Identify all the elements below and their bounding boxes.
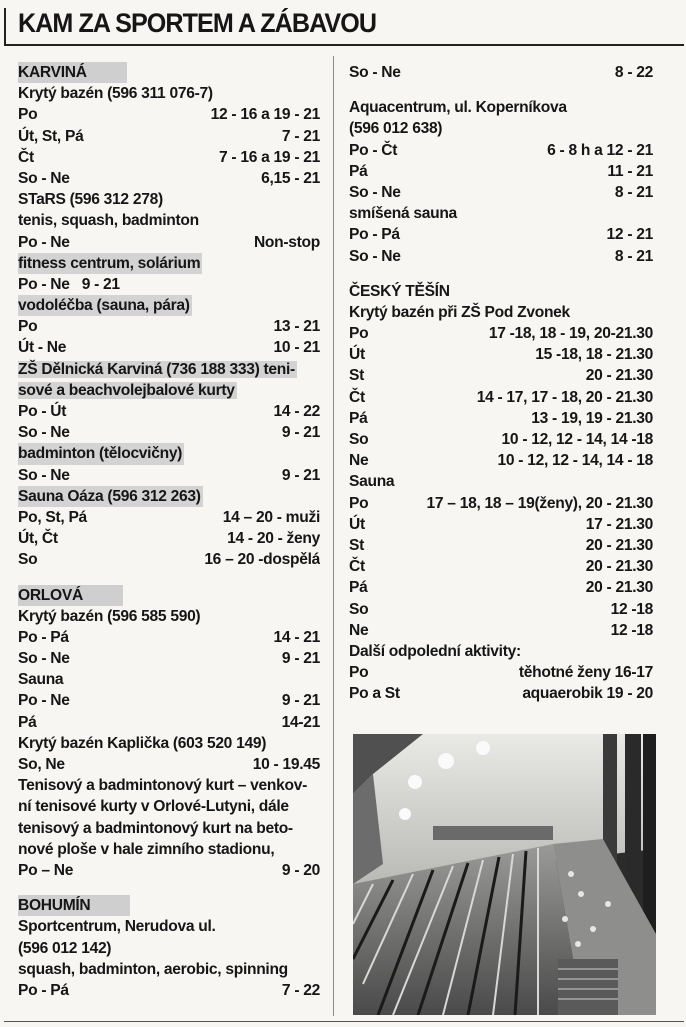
schedule-row: Po – Ne 9 - 20 xyxy=(18,861,320,879)
section-title: sové a beachvolejbalové kurty xyxy=(18,381,235,399)
schedule-row: Po - Pá 12 - 21 xyxy=(349,226,653,244)
section-title: Krytý bazén Kaplička (603 520 149) xyxy=(18,734,267,752)
city-heading-bohumin: BOHUMÍN xyxy=(18,895,320,916)
schedule-row: Út, Čt 14 - 20 - ženy xyxy=(18,530,320,548)
schedule-row: So 16 – 20 -dospělá xyxy=(18,551,320,569)
schedule-row: Po 17 -18, 18 - 19, 20-21.30 xyxy=(349,325,653,343)
section-title: Další odpolední aktivity: xyxy=(349,642,521,660)
schedule-row: Po a St aquaerobik 19 - 20 xyxy=(349,685,653,703)
schedule-row: Pá 13 - 19, 19 - 21.30 xyxy=(349,409,653,427)
schedule-row: St 20 - 21.30 xyxy=(349,367,653,385)
schedule-row: Po těhotné ženy 16-17 xyxy=(349,664,653,682)
schedule-row: Po - Út 14 - 22 xyxy=(18,403,320,420)
section-title: Sauna xyxy=(349,473,395,491)
schedule-row: Ne 12 -18 xyxy=(349,621,653,639)
schedule-row: So - Ne 9 - 21 xyxy=(18,466,320,484)
city-heading-karvina: KARVINÁ xyxy=(18,62,320,83)
schedule-row: Po - Ne 9 - 21 xyxy=(18,692,320,710)
section-title: fitness centrum, solárium xyxy=(18,253,320,274)
schedule-row: So - Ne 8 - 21 xyxy=(349,247,653,265)
schedule-row: Pá 14-21 xyxy=(18,713,320,731)
schedule-row: Po - Pá 7 - 22 xyxy=(18,981,320,999)
page-title: KAM ZA SPORTEM A ZÁBAVOU xyxy=(18,8,377,38)
schedule-row: So - Ne 9 - 21 xyxy=(18,650,320,668)
section-title: Krytý bazén při ZŠ Pod Zvonek xyxy=(349,303,570,321)
schedule-row: Pá 11 - 21 xyxy=(349,162,653,180)
city-heading-orlova: ORLOVÁ xyxy=(18,585,320,606)
section-title: smíšená sauna xyxy=(349,205,457,223)
city-heading-tesin: ČESKÝ TĚŠÍN xyxy=(349,282,450,300)
schedule-row: So 12 -18 xyxy=(349,600,653,618)
schedule-row: So - Ne 8 - 21 xyxy=(349,183,653,201)
schedule-row: Po - Pá 14 - 21 xyxy=(18,628,320,646)
schedule-row: Čt 7 - 16 a 19 - 21 xyxy=(18,148,320,166)
section-title: ZŠ Dělnická Karviná (736 188 333) teni- xyxy=(18,360,295,378)
title-left-border xyxy=(4,8,6,44)
section-title: Aquacentrum, ul. Koperníkova xyxy=(349,99,567,117)
section-title: Sportcentrum, Nerudova ul. xyxy=(18,918,216,936)
section-title: Krytý bazén (596 311 076-7) xyxy=(18,85,213,103)
title-rule xyxy=(4,44,684,46)
left-column xyxy=(18,62,320,1001)
section-title: Sauna Oáza (596 312 263) xyxy=(18,486,320,507)
section-phone: (596 012 142) xyxy=(18,939,112,957)
schedule-row: Po 13 - 21 xyxy=(18,318,320,336)
schedule-row: So - Ne 8 - 22 xyxy=(349,64,653,81)
schedule-row: So, Ne 10 - 19.45 xyxy=(18,756,320,773)
schedule-row: Čt 20 - 21.30 xyxy=(349,558,653,576)
schedule-row: Po - Ne Non-stop xyxy=(18,233,320,251)
section-title: vodoléčba (sauna, pára) xyxy=(18,295,320,316)
paragraph-line: Tenisový a badmintonový kurt – venkov- xyxy=(18,777,308,795)
schedule-row: Ne 10 - 12, 12 - 14, 14 - 18 xyxy=(349,452,653,470)
schedule-row: Čt 14 - 17, 17 - 18, 20 - 21.30 xyxy=(349,388,653,406)
schedule-row: Pá 20 - 21.30 xyxy=(349,579,653,597)
section-phone: (596 012 638) xyxy=(349,120,443,138)
pool-photo-illustration xyxy=(353,734,656,1015)
schedule-row: Út 15 -18, 18 - 21.30 xyxy=(349,346,653,364)
pool-photo xyxy=(353,734,656,1015)
schedule-row: Út 17 - 21.30 xyxy=(349,515,653,533)
schedule-row: Po - Ne 9 - 21 xyxy=(18,275,120,293)
schedule-row: Po 17 – 18, 18 – 19(ženy), 20 - 21.30 xyxy=(349,494,653,512)
section-title: Krytý bazén (596 585 590) xyxy=(18,607,201,625)
section-title: Sauna xyxy=(18,671,64,689)
section-title: badminton (tělocvičny) xyxy=(18,443,320,464)
right-column xyxy=(349,62,653,704)
schedule-row: So - Ne 6,15 - 21 xyxy=(18,169,320,187)
paragraph-line: ní tenisové kurty v Orlové-Lutyni, dále xyxy=(18,798,289,816)
schedule-row: Po - Čt 6 - 8 h a 12 - 21 xyxy=(349,141,653,159)
schedule-row: Út, St, Pá 7 - 21 xyxy=(18,127,320,145)
section-subtitle: squash, badminton, aerobic, spinning xyxy=(18,960,288,978)
section-subtitle: tenis, squash, badminton xyxy=(18,212,199,230)
schedule-row: St 20 - 21.30 xyxy=(349,536,653,554)
column-divider xyxy=(333,56,334,1016)
schedule-row: So 10 - 12, 12 - 14, 14 -18 xyxy=(349,431,653,448)
schedule-row: Út - Ne 10 - 21 xyxy=(18,339,320,357)
paragraph-line: tenisový a badmintonový kurt na beto- xyxy=(18,819,293,837)
paragraph-line: nové ploše v hale zimního stadionu, xyxy=(18,840,275,858)
schedule-row: Po 12 - 16 a 19 - 21 xyxy=(18,106,320,124)
bottom-rule xyxy=(4,1021,684,1022)
schedule-row: Po, St, Pá 14 – 20 - muži xyxy=(18,508,320,526)
section-title: STaRS (596 312 278) xyxy=(18,191,163,209)
schedule-row: So - Ne 9 - 21 xyxy=(18,424,320,442)
